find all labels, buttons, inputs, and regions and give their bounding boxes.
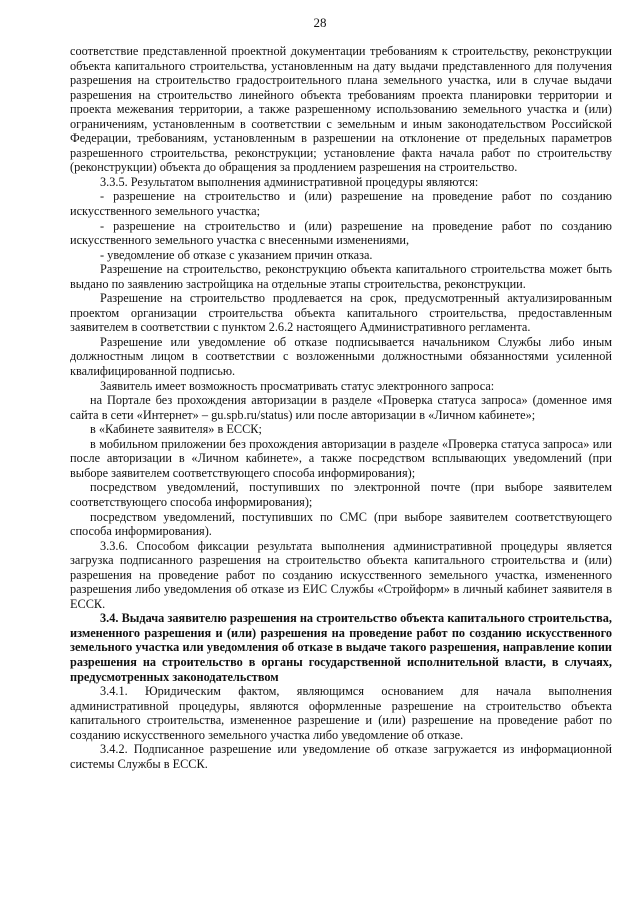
- paragraph-extension: Разрешение на строительство продлевается на срок, предусмотренный актуализированным проектом организации строительства объекта капитального строительства, предоставленным заявителем в соответствии с пунктом 2.6.2 настоящего Административного регламента.: [70, 291, 612, 335]
- paragraph-stages: Разрешение на строительство, реконструкцию объекта капитального строительства может быть выдано по заявлению застройщика на отдельные этапы строительства, реконструкции.: [70, 262, 612, 291]
- section-heading-3-4: 3.4. Выдача заявителю разрешения на строительство объекта капитального строительства, измененного разрешения и (или) разрешения на проведение работ по созданию искусственного земельного участка или уведомления об отказе в выдаче такого разрешения, направление копии разрешения на строительство в органы государственной исполнительной власти, в случаях, предусмотренных законодательством: [70, 611, 612, 684]
- paragraph-3-4-1: 3.4.1. Юридическим фактом, являющимся основанием для начала выполнения административной процедуры, являются оформленные разрешение на строительство объекта капитального строительства, измененное разрешение и (или) разрешение на проведение работ по созданию искусственного земельного участка либо уведомление об отказе.: [70, 684, 612, 742]
- paragraph-signature: Разрешение или уведомление об отказе подписывается начальником Службы либо иным должностным лицом в соответствии с возложенными должностными обязанностями усиленной квалифицированной подписью.: [70, 334, 612, 379]
- document-body: [70, 44, 612, 771]
- status-option-sms: посредством уведомлений, поступивших по СМС (при выборе заявителем соответствующего способа информирования).: [70, 509, 612, 539]
- paragraph-3-3-5: 3.3.5. Результатом выполнения административной процедуры являются:: [100, 174, 479, 189]
- paragraph-continuation: соответствие представленной проектной документации требованиям к строительству, реконструкции объекта капитального строительства, установленным на дату выдачи представленного для получения разрешения на строительство градостроительного плана земельного участка, или в случае выдачи разрешения на строительство линейного объекта требованиям проекта планировки территории и проекта межевания территории, а также разрешенному использованию земельного участка и (или) ограничениям, установленным в соответствии с земельным и иным законодательством Российской Федерации, требованиям, установленным в разрешении на отклонение от предельных параметров разрешенного строительства, реконструкции; установление факта начала работ по строительству (реконструкции) объекта до обращения за продлением разрешения на строительство.: [70, 44, 612, 175]
- paragraph-3-4-2: 3.4.2. Подписанное разрешение или уведомление об отказе загружается из информационной системы Службы в ЕССК.: [70, 742, 612, 771]
- list-item-permit-changed: - разрешение на строительство и (или) разрешение на проведение работ по созданию искусственного земельного участка с внесенными изменениями,: [70, 218, 612, 248]
- status-option-cabinet: в «Кабинете заявителя» в ЕССК;: [90, 422, 262, 437]
- status-option-portal: на Портале без прохождения авторизации в разделе «Проверка статуса запроса» (доменное имя сайта в сети «Интернет» – gu.spb.ru/status) или после авторизации в «Личном кабинете»;: [70, 393, 612, 422]
- list-item-refusal: - уведомление об отказе с указанием причин отказа.: [100, 247, 373, 262]
- page-number: 28: [313, 15, 327, 30]
- status-option-email: посредством уведомлений, поступивших по электронной почте (при выборе заявителем соответствующего способа информирования);: [70, 480, 612, 509]
- list-item-permit: - разрешение на строительство и (или) разрешение на проведение работ по созданию искусственного земельного участка;: [70, 189, 612, 219]
- paragraph-status-intro: Заявитель имеет возможность просматривать статус электронного запроса:: [100, 378, 495, 393]
- status-option-mobile: в мобильном приложении без прохождения авторизации в разделе «Проверка статуса запроса» или после авторизации в «Личном кабинете», а также посредством всплывающих уведомлений (при выборе заявителем соответствующего способа информирования);: [70, 436, 612, 480]
- paragraph-3-3-6: 3.3.6. Способом фиксации результата выполнения административной процедуры является загрузка подписанного разрешения на строительство объекта капитального строительства и (или) разрешения на проведение работ по созданию искусственного земельного участка, измененного разрешения либо уведомления об отказе из ЕИС Службы «Стройформ» в личный кабинет заявителя в ЕССК.: [70, 538, 612, 611]
